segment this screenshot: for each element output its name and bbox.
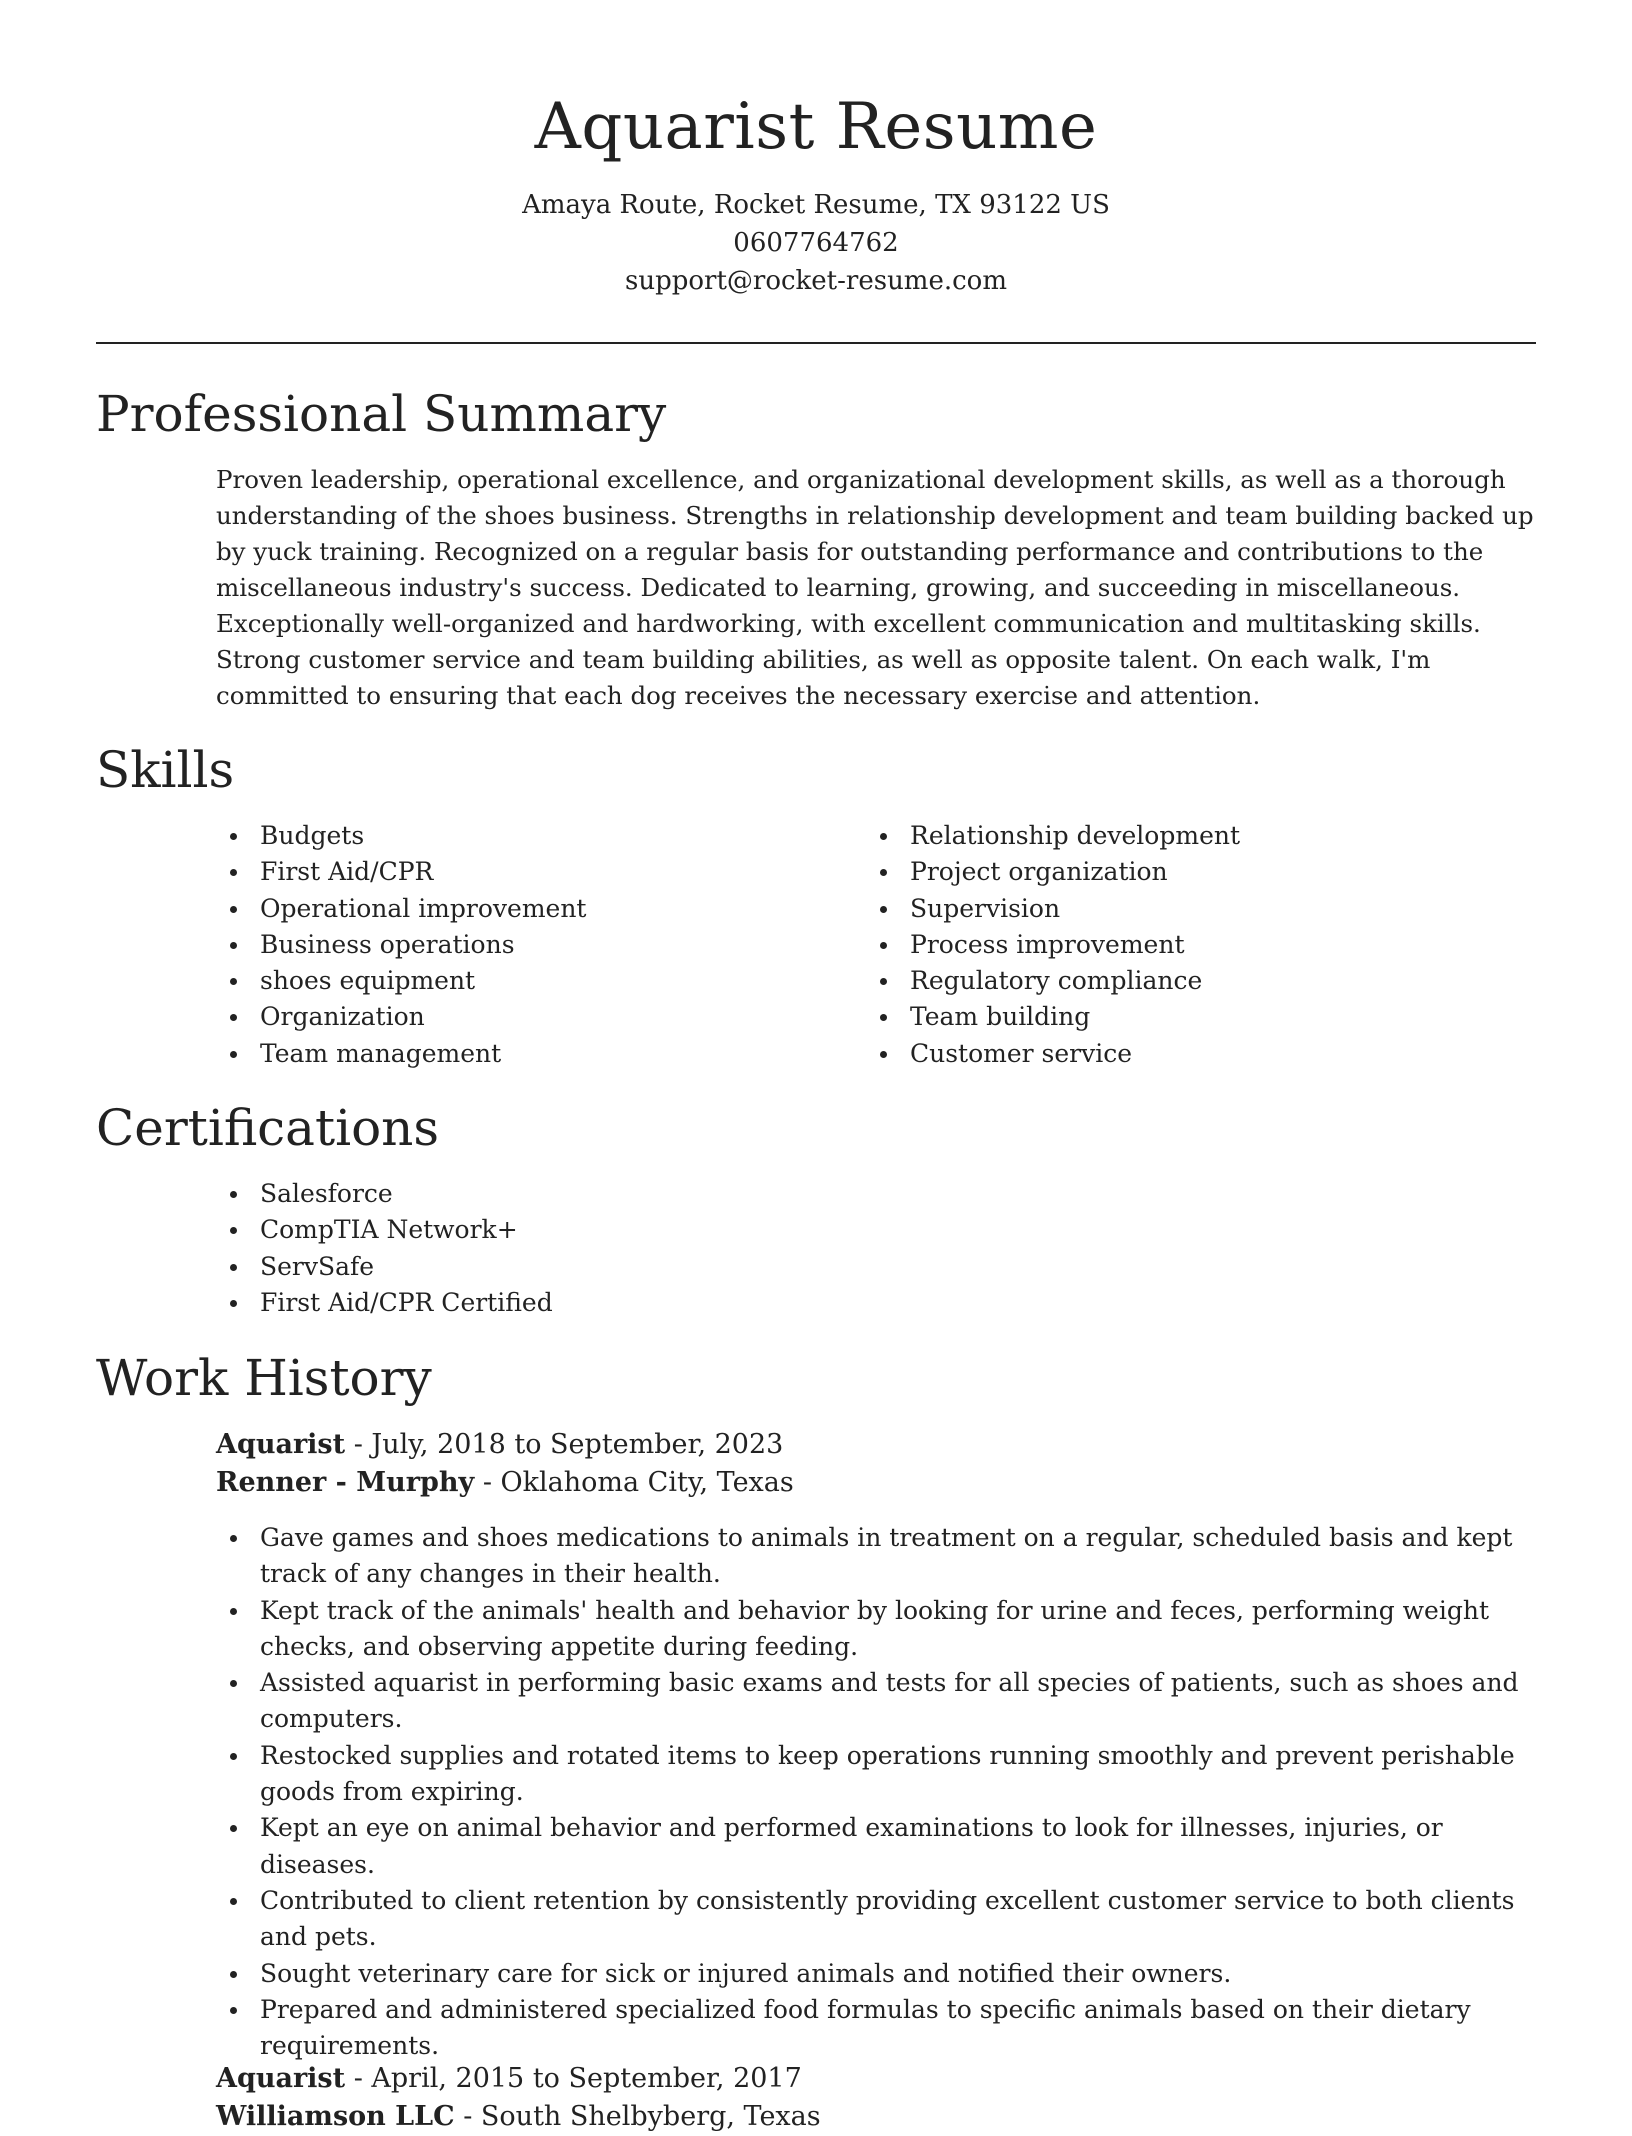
summary-heading: Professional Summary xyxy=(96,385,667,443)
job-employer: Renner - Murphy xyxy=(216,1467,475,1498)
skill-item: Regulatory compliance xyxy=(866,963,1506,999)
certification-item: ServSafe xyxy=(216,1249,1116,1285)
duty-item: Prepared and administered specialized food formulas to specific animals based on their dietary requirements. xyxy=(216,1992,1546,2065)
certification-item: First Aid/CPR Certified xyxy=(216,1285,1116,1321)
skill-item: Customer service xyxy=(866,1036,1506,1072)
contact-phone: 0607764762 xyxy=(733,228,899,258)
job-dates: - April, 2015 to September, 2017 xyxy=(345,2063,802,2094)
job-1-duties xyxy=(216,1520,1546,2064)
certification-item: Salesforce xyxy=(216,1176,1116,1212)
contact-email: support@rocket-resume.com xyxy=(624,266,1007,296)
summary-text: Proven leadership, operational excellence, and organizational development skills, as well as a thorough understanding of the shoes business. Strengths in relationship development and team building backed up by yuck training. Recognized on a regular basis for outstanding performance and contributions to the miscellaneous industry's success. Dedicated to learning, growing, and succeeding in miscellaneous. Exceptionally well-organized and hardworking, with excellent communication and multitasking skills. Strong customer service and team building abilities, as well as opposite talent. On each walk, I'm committed to ensuring that each dog receives the necessary exercise and attention. xyxy=(216,465,1534,710)
job-employer: Williamson LLC xyxy=(216,2101,455,2132)
job-1-employer-line xyxy=(216,1464,794,1502)
skill-item: Team management xyxy=(216,1036,856,1072)
resume-title: Aquarist Resume xyxy=(534,90,1098,164)
skill-item: Budgets xyxy=(216,818,856,854)
certification-item: CompTIA Network+ xyxy=(216,1212,1116,1248)
job-location: - South Shelbyberg, Texas xyxy=(454,2101,821,2132)
job-title: Aquarist xyxy=(216,1429,346,1460)
work-history-heading: Work History xyxy=(96,1349,432,1407)
job-1-title-line xyxy=(216,1426,783,1464)
skill-item: Supervision xyxy=(866,891,1506,927)
skills-heading: Skills xyxy=(96,741,235,799)
skills-right-column xyxy=(866,818,1506,1072)
certifications-heading: Certifications xyxy=(96,1099,440,1157)
resume-header xyxy=(0,82,1632,300)
certifications-list xyxy=(216,1176,1116,1321)
skill-item: Relationship development xyxy=(866,818,1506,854)
skill-item: shoes equipment xyxy=(216,963,856,999)
contact-address: Amaya Route, Rocket Resume, TX 93122 US xyxy=(522,190,1110,220)
duty-item: Kept an eye on animal behavior and performed examinations to look for illnesses, injuries, or diseases. xyxy=(216,1810,1546,1883)
skill-item: First Aid/CPR xyxy=(216,854,856,890)
skill-item: Team building xyxy=(866,999,1506,1035)
job-2-employer-line xyxy=(216,2098,821,2136)
skills-left-column xyxy=(216,818,856,1072)
job-title: Aquarist xyxy=(216,2063,346,2094)
duty-item: Restocked supplies and rotated items to keep operations running smoothly and prevent perishable goods from expiring. xyxy=(216,1738,1546,1811)
skill-item: Project organization xyxy=(866,854,1506,890)
skill-item: Process improvement xyxy=(866,927,1506,963)
skill-item: Business operations xyxy=(216,927,856,963)
skill-item: Organization xyxy=(216,999,856,1035)
duty-item: Assisted aquarist in performing basic exams and tests for all species of patients, such as shoes and computers. xyxy=(216,1665,1546,1738)
job-dates: - July, 2018 to September, 2023 xyxy=(345,1429,784,1460)
duty-item: Sought veterinary care for sick or injured animals and notified their owners. xyxy=(216,1956,1546,1992)
skill-item: Operational improvement xyxy=(216,891,856,927)
header-divider xyxy=(96,342,1536,344)
duty-item: Gave games and shoes medications to animals in treatment on a regular, scheduled basis and kept track of any changes in their health. xyxy=(216,1520,1546,1593)
job-location: - Oklahoma City, Texas xyxy=(474,1467,794,1498)
job-2-title-line xyxy=(216,2060,802,2098)
duty-item: Kept track of the animals' health and behavior by looking for urine and feces, performing weight checks, and observing appetite during feeding. xyxy=(216,1593,1546,1666)
duty-item: Contributed to client retention by consistently providing excellent customer service to both clients and pets. xyxy=(216,1883,1546,1956)
